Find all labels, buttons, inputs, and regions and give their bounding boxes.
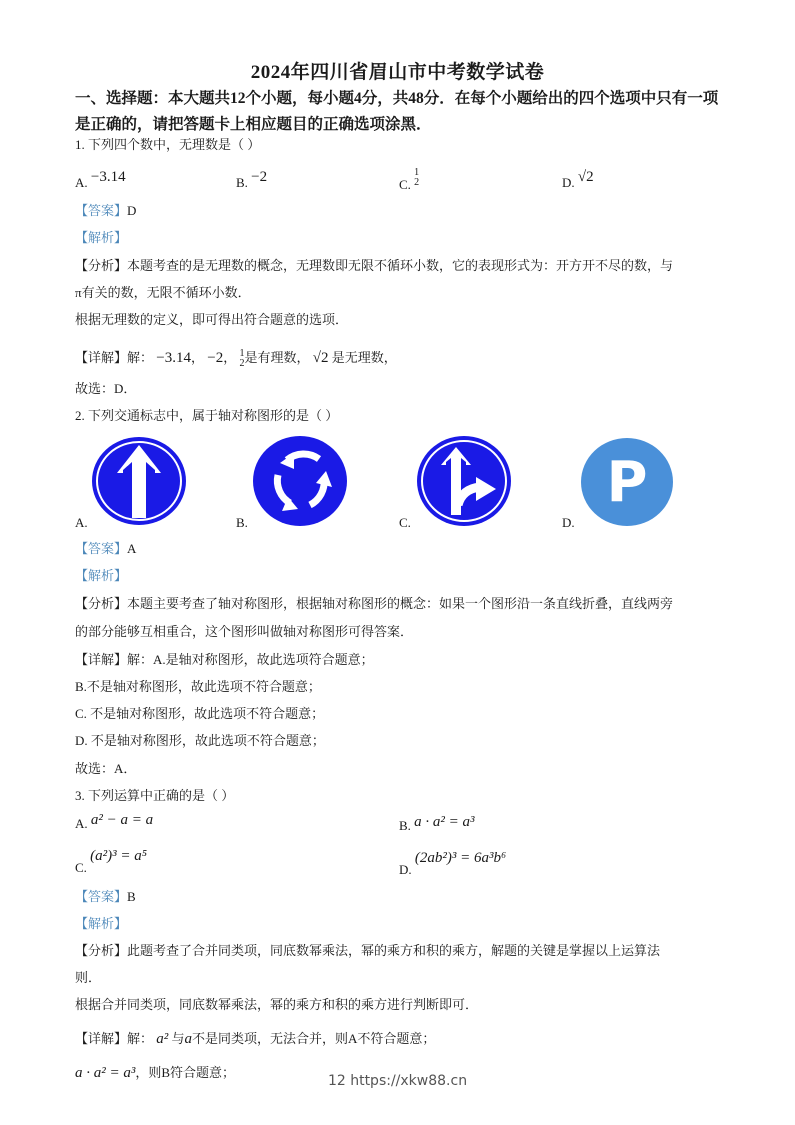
- roundabout-sign-icon: [252, 435, 348, 532]
- detail-text: 是有理数，: [244, 350, 310, 365]
- detail-label: 【详解】: [75, 1031, 128, 1046]
- q2-analysis-header: [75, 567, 127, 585]
- q1-analysis-line-1: [75, 257, 673, 275]
- q1-conclusion: 故选：D．: [75, 381, 137, 396]
- q1-stem: 1. 下列四个数中，无理数是（ ）: [75, 137, 261, 152]
- option-letter: D.: [399, 862, 412, 877]
- q2-conclusion: 故选：A．: [75, 761, 137, 776]
- analysis-header-label: 【解析】: [75, 916, 128, 931]
- separator: ，: [191, 350, 205, 365]
- analysis-label: 【分析】: [75, 258, 128, 273]
- parking-sign-icon: [580, 437, 674, 532]
- detail-term-2: a: [184, 1031, 193, 1047]
- numerator: 1: [239, 348, 245, 360]
- detail-term-1: a²: [156, 1031, 169, 1047]
- q3-detail-1: [75, 1030, 435, 1048]
- numerator: 1: [414, 167, 420, 178]
- option-expr: a² − a = a: [90, 812, 154, 828]
- q2-option-d-label: D.: [562, 515, 575, 530]
- detail-text: 不是同类项，无法合并，则A不符合题意；: [192, 1031, 436, 1046]
- option-letter: A.: [75, 175, 88, 190]
- q3-option-d: [399, 850, 507, 879]
- answer-label: 【答案】: [75, 541, 128, 556]
- q2-detail-2: B.不是轴对称图形，故此选项不符合题意；: [75, 679, 321, 694]
- option-letter: D.: [562, 175, 575, 190]
- q1-analysis-header: [75, 229, 127, 247]
- section-heading: 一、选择题：本大题共12个小题，每小题4分，共48分．在每个小题给出的四个选项中只有一项是正确的，请把答题卡上相应题目的正确选项涂黑．: [75, 90, 719, 133]
- detail-value-1: −3.14: [156, 350, 191, 366]
- answer-label: 【答案】: [75, 889, 128, 904]
- detail-prefix: 解：: [127, 1031, 154, 1046]
- q3-analysis-header: [75, 915, 127, 933]
- separator: ，: [223, 350, 237, 365]
- option-letter: A.: [75, 816, 88, 831]
- q3-answer: [75, 888, 136, 906]
- q3-stem: 3. 下列运算中正确的是（ ）: [75, 788, 235, 803]
- detail-expr: a · a² = a³: [75, 1065, 136, 1081]
- detail-value-4: √2: [312, 350, 329, 366]
- q1-option-b: [236, 169, 268, 192]
- analysis-header-label: 【解析】: [75, 230, 128, 245]
- detail-text: 与: [171, 1031, 185, 1046]
- q2-analysis-line-1: [75, 595, 673, 613]
- q2-stem: 2. 下列交通标志中，属于轴对称图形的是（ ）: [75, 408, 339, 423]
- option-expr: (2ab²)³ = 6a³b⁶: [414, 850, 507, 866]
- q2-option-a-label: A.: [75, 515, 88, 530]
- analysis-text: 本题考查的是无理数的概念，无理数即无限不循环小数，它的表现形式为：开方开不尽的数，与: [127, 258, 674, 273]
- option-letter: C.: [399, 176, 411, 192]
- option-value: −2: [251, 169, 268, 185]
- analysis-header-label: 【解析】: [75, 568, 128, 583]
- fraction: [414, 168, 419, 188]
- analysis-text: 此题考查了合并同类项，同底数幂乘法，幂的乘方和积的乘方，解题的关键是掌握以上运算法: [127, 943, 661, 958]
- svg-text:P: P: [606, 450, 648, 515]
- denominator: 2: [239, 358, 245, 370]
- q2-option-b-label: B.: [236, 515, 248, 530]
- q2-analysis-line-2: 的部分能够互相重合，这个图形叫做轴对称图形可得答案．: [75, 624, 414, 639]
- q2-detail-1: [75, 651, 374, 669]
- page-title: 2024年四川省眉山市中考数学试卷: [250, 62, 545, 83]
- q3-analysis-line-2: 则．: [75, 970, 102, 985]
- q3-option-b: [399, 814, 475, 835]
- q1-option-d: [562, 169, 594, 192]
- analysis-text: 本题主要考查了轴对称图形，根据轴对称图形的概念：如果一个图形沿一条直线折叠，直线两旁: [127, 596, 674, 611]
- q2-option-c-label: C.: [399, 515, 411, 530]
- denominator: 2: [414, 177, 420, 188]
- straight-or-right-turn-sign-icon: [416, 435, 512, 532]
- option-letter: B.: [236, 175, 248, 190]
- option-value: −3.14: [90, 169, 126, 185]
- detail-label: 【详解】: [75, 652, 128, 667]
- detail-text: ，则B符合题意；: [135, 1065, 236, 1080]
- q3-analysis-line-3: 根据合并同类项，同底数幂乘法，幂的乘方和积的乘方进行判断即可．: [75, 997, 479, 1012]
- option-expr: a · a² = a³: [414, 814, 475, 830]
- q1-analysis-line-3: 根据无理数的定义，即可得出符合题意的选项．: [75, 312, 349, 327]
- q1-option-c: [399, 167, 420, 192]
- answer-label: 【答案】: [75, 203, 128, 218]
- answer-value: A: [127, 541, 137, 556]
- detail-prefix: 解：: [127, 350, 154, 365]
- option-letter: C.: [75, 860, 87, 875]
- answer-value: D: [127, 203, 137, 218]
- option-letter: B.: [399, 818, 411, 833]
- analysis-label: 【分析】: [75, 943, 128, 958]
- detail-value-2: −2: [207, 350, 224, 366]
- q1-option-a: [75, 169, 126, 192]
- q1-detail: [75, 349, 397, 369]
- detail-text: 是无理数，: [331, 350, 397, 365]
- page-footer: 12 https://xkw88.cn: [327, 1073, 468, 1089]
- option-expr: (a²)³ = a⁵: [90, 848, 147, 864]
- q3-option-a: [75, 812, 154, 833]
- q2-detail-3: C. 不是轴对称图形，故此选项不符合题意；: [75, 706, 325, 721]
- detail-text: 解：A.是轴对称图形，故此选项符合题意；: [127, 652, 374, 667]
- option-value: √2: [577, 169, 594, 185]
- q2-detail-4: D. 不是轴对称图形，故此选项不符合题意；: [75, 733, 325, 748]
- analysis-label: 【分析】: [75, 596, 128, 611]
- q3-analysis-line-1: [75, 942, 660, 960]
- detail-label: 【详解】: [75, 350, 128, 365]
- q2-answer: [75, 540, 136, 558]
- q1-analysis-line-2: π有关的数，无限不循环小数．: [75, 285, 251, 300]
- straight-ahead-sign-icon: [91, 436, 187, 531]
- q3-option-c: [75, 848, 147, 877]
- q1-answer: [75, 202, 136, 220]
- answer-value: B: [127, 889, 136, 904]
